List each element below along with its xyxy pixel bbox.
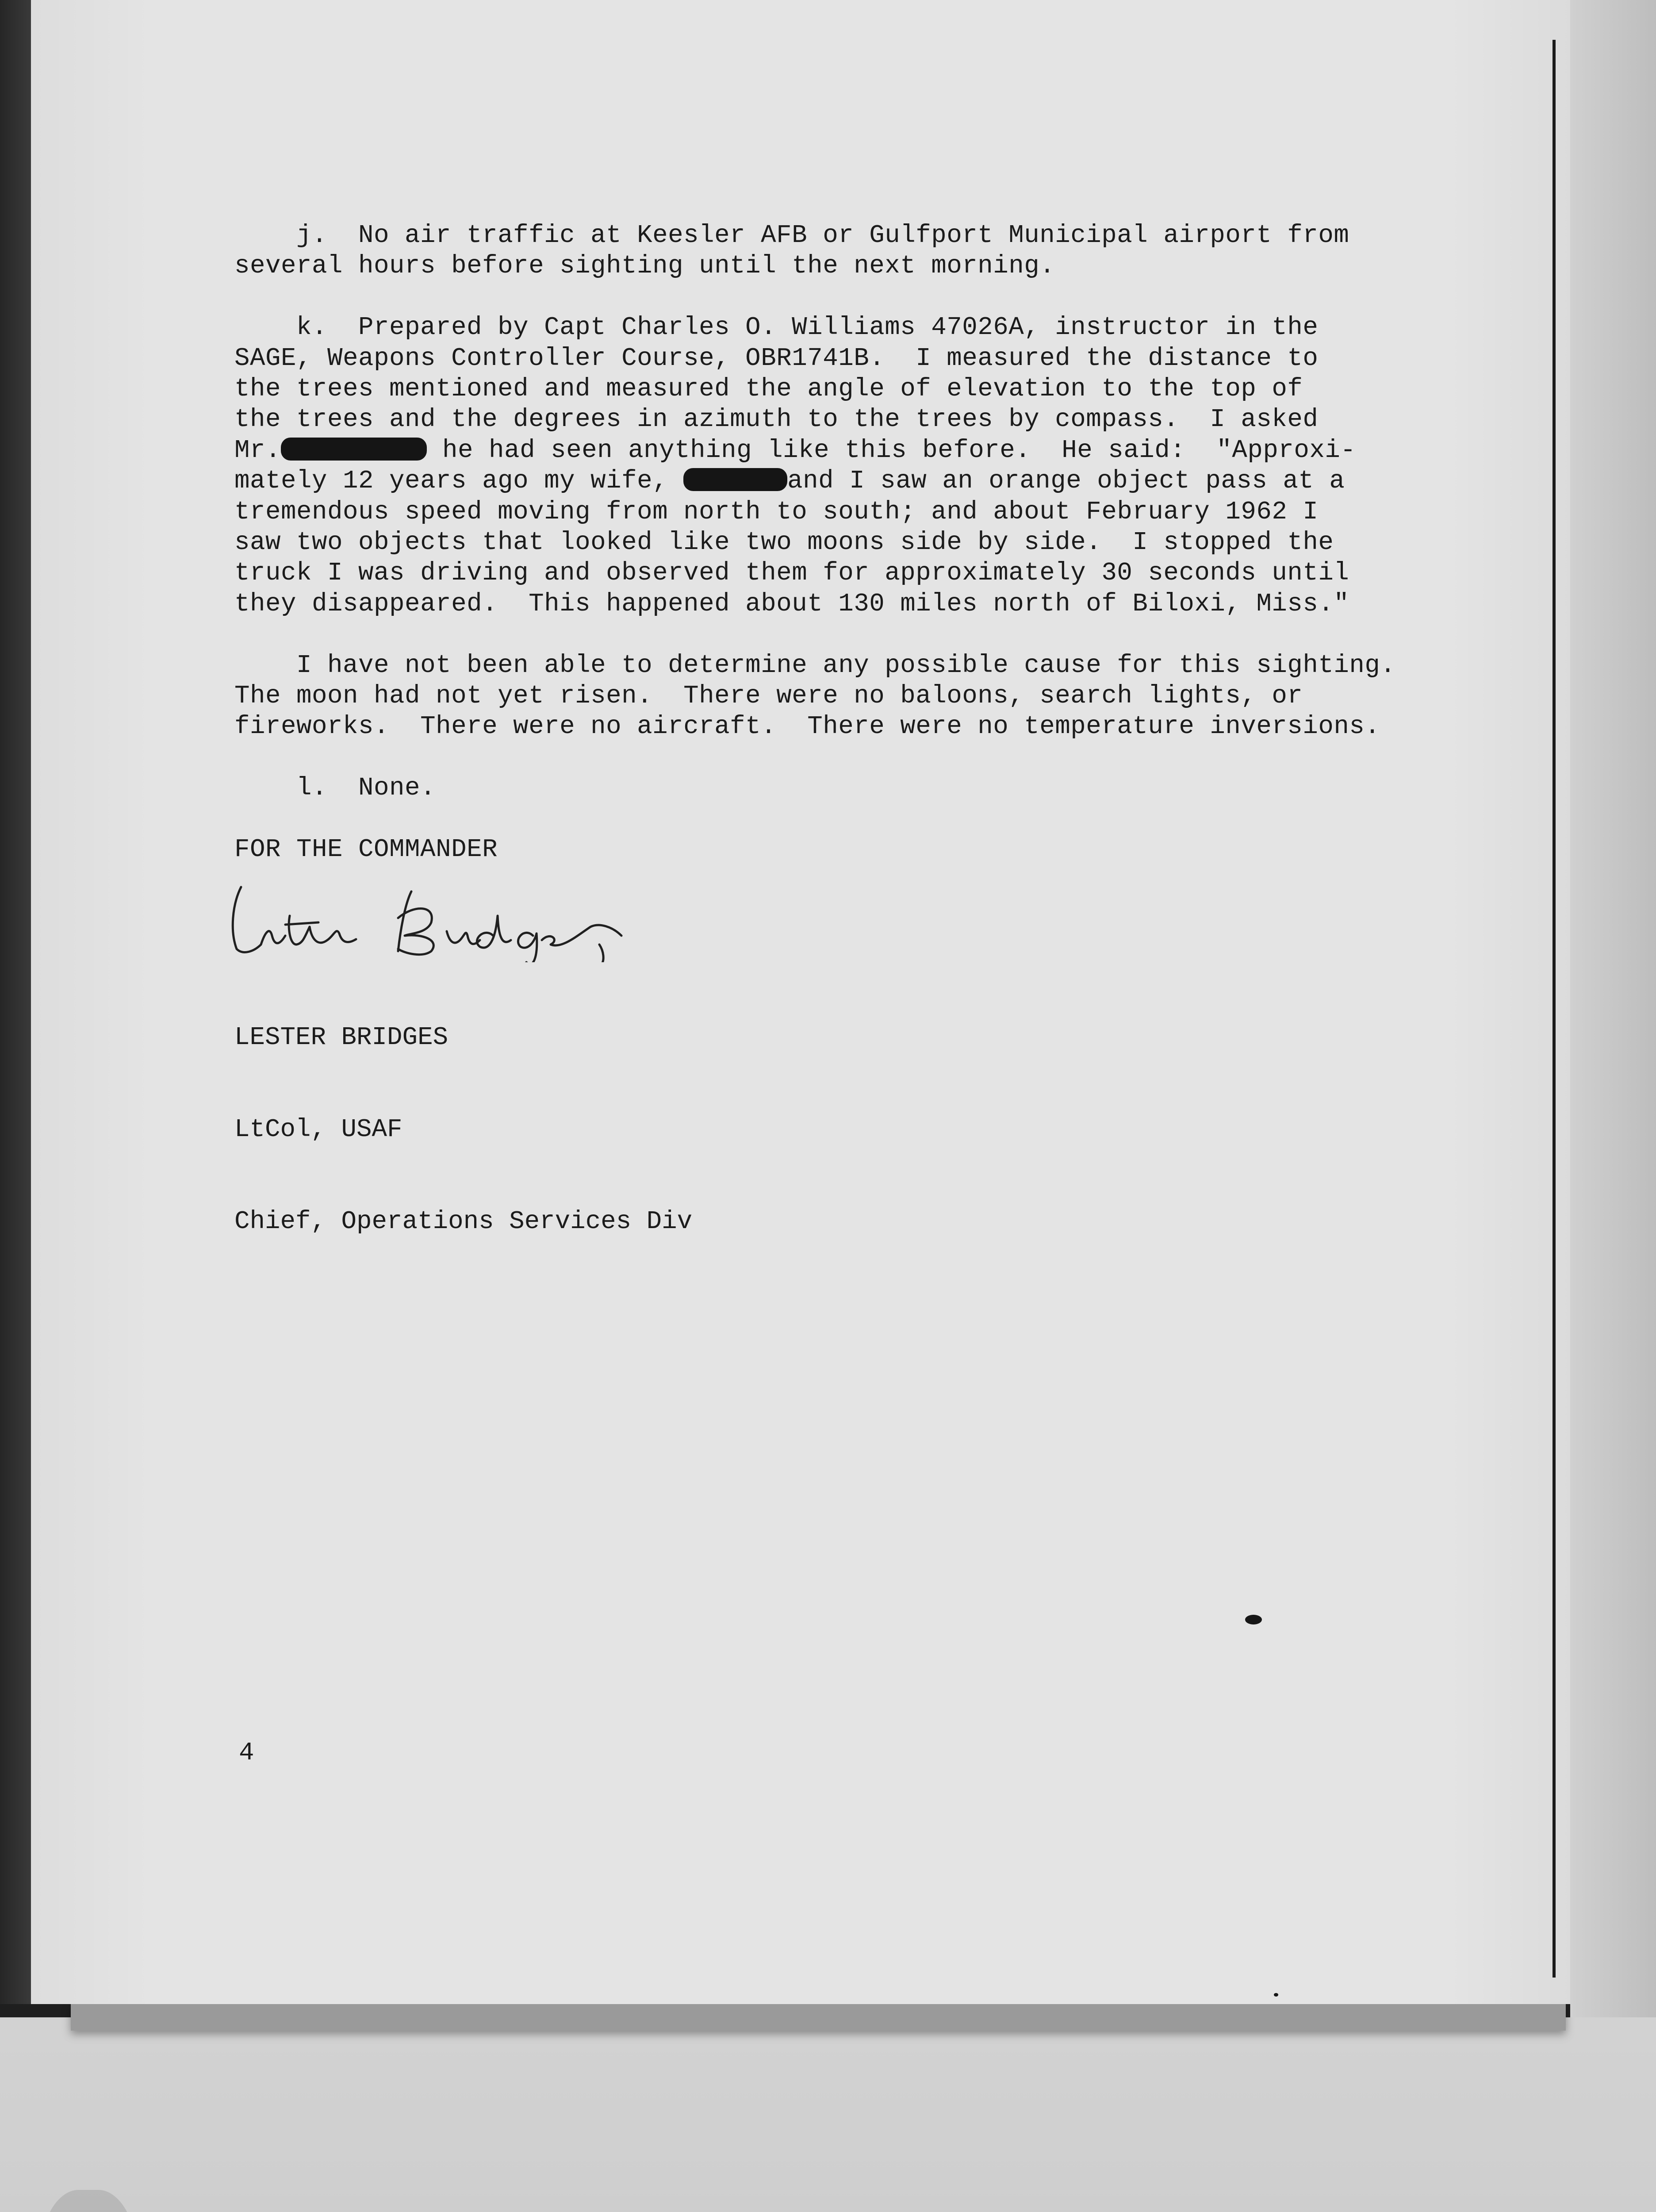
paragraph-j-line: j. No air traffic at Keesler AFB or Gulfport Municipal airport from [296, 221, 1349, 250]
page-number: 4 [239, 1739, 254, 1767]
paragraph-k-line: tremendous speed moving from north to south; and about February 1962 I [234, 497, 1319, 526]
right-margin-rule [1552, 40, 1556, 1978]
text-fragment: mately 12 years ago my wife, [234, 467, 684, 496]
paragraph-k [234, 312, 1455, 619]
paragraph-conclusion [234, 650, 1455, 742]
left-dark-border [0, 0, 31, 2004]
closing-line: FOR THE COMMANDER [234, 835, 498, 864]
signatory-name: LESTER BRIDGES [234, 1023, 448, 1052]
text-fragment: he had seen anything like this before. He said: "Approxi- [427, 436, 1356, 465]
paragraph-k-line [234, 466, 1455, 496]
paragraph-k-line: truck I was driving and observed them for approximately 30 seconds until [234, 559, 1349, 588]
paragraph-k-line [234, 435, 1455, 466]
document-body [234, 220, 1455, 865]
paragraph-k-line: saw two objects that looked like two moons side by side. I stopped the [234, 528, 1334, 557]
paragraph-k-line: the trees mentioned and measured the angle of elevation to the top of [234, 375, 1303, 404]
paragraph-k-line: they disappeared. This happened about 130 miles north of Biloxi, Miss." [234, 589, 1349, 618]
redaction-bar [281, 438, 427, 461]
right-border [1570, 0, 1656, 2017]
redaction-bar [683, 468, 787, 491]
signatory-rank: LtCol, USAF [234, 1115, 402, 1144]
ink-speck [1274, 1993, 1278, 1997]
ink-speck [1245, 1615, 1262, 1624]
paragraph-j [234, 220, 1455, 282]
conclusion-line: I have not been able to determine any possible cause for this sighting. [234, 651, 1396, 680]
conclusion-line: The moon had not yet risen. There were no baloons, search lights, or [234, 682, 1303, 711]
paper-bottom-edge [71, 2004, 1566, 2031]
paragraph-j-line: several hours before sighting until the next morning. [234, 252, 1055, 281]
paragraph-l: l. None. [296, 774, 436, 803]
paragraph-k-line: SAGE, Weapons Controller Course, OBR1741B. I measured the distance to [234, 344, 1319, 373]
signatory-title: Chief, Operations Services Div [234, 1207, 693, 1237]
paragraph-k-line: the trees and the degrees in azimuth to the trees by compass. I asked [234, 405, 1319, 434]
scanner-backing [0, 2017, 1656, 2212]
paragraph-k-line: k. Prepared by Capt Charles O. Williams 47026A, instructor in the [296, 313, 1319, 342]
text-fragment: Mr. [234, 436, 281, 465]
signature-block [234, 961, 692, 1298]
conclusion-line: fireworks. There were no aircraft. There were no temperature inversions. [234, 712, 1380, 741]
text-fragment: and I saw an orange object pass at a [787, 467, 1345, 496]
handwritten-signature [223, 874, 692, 962]
